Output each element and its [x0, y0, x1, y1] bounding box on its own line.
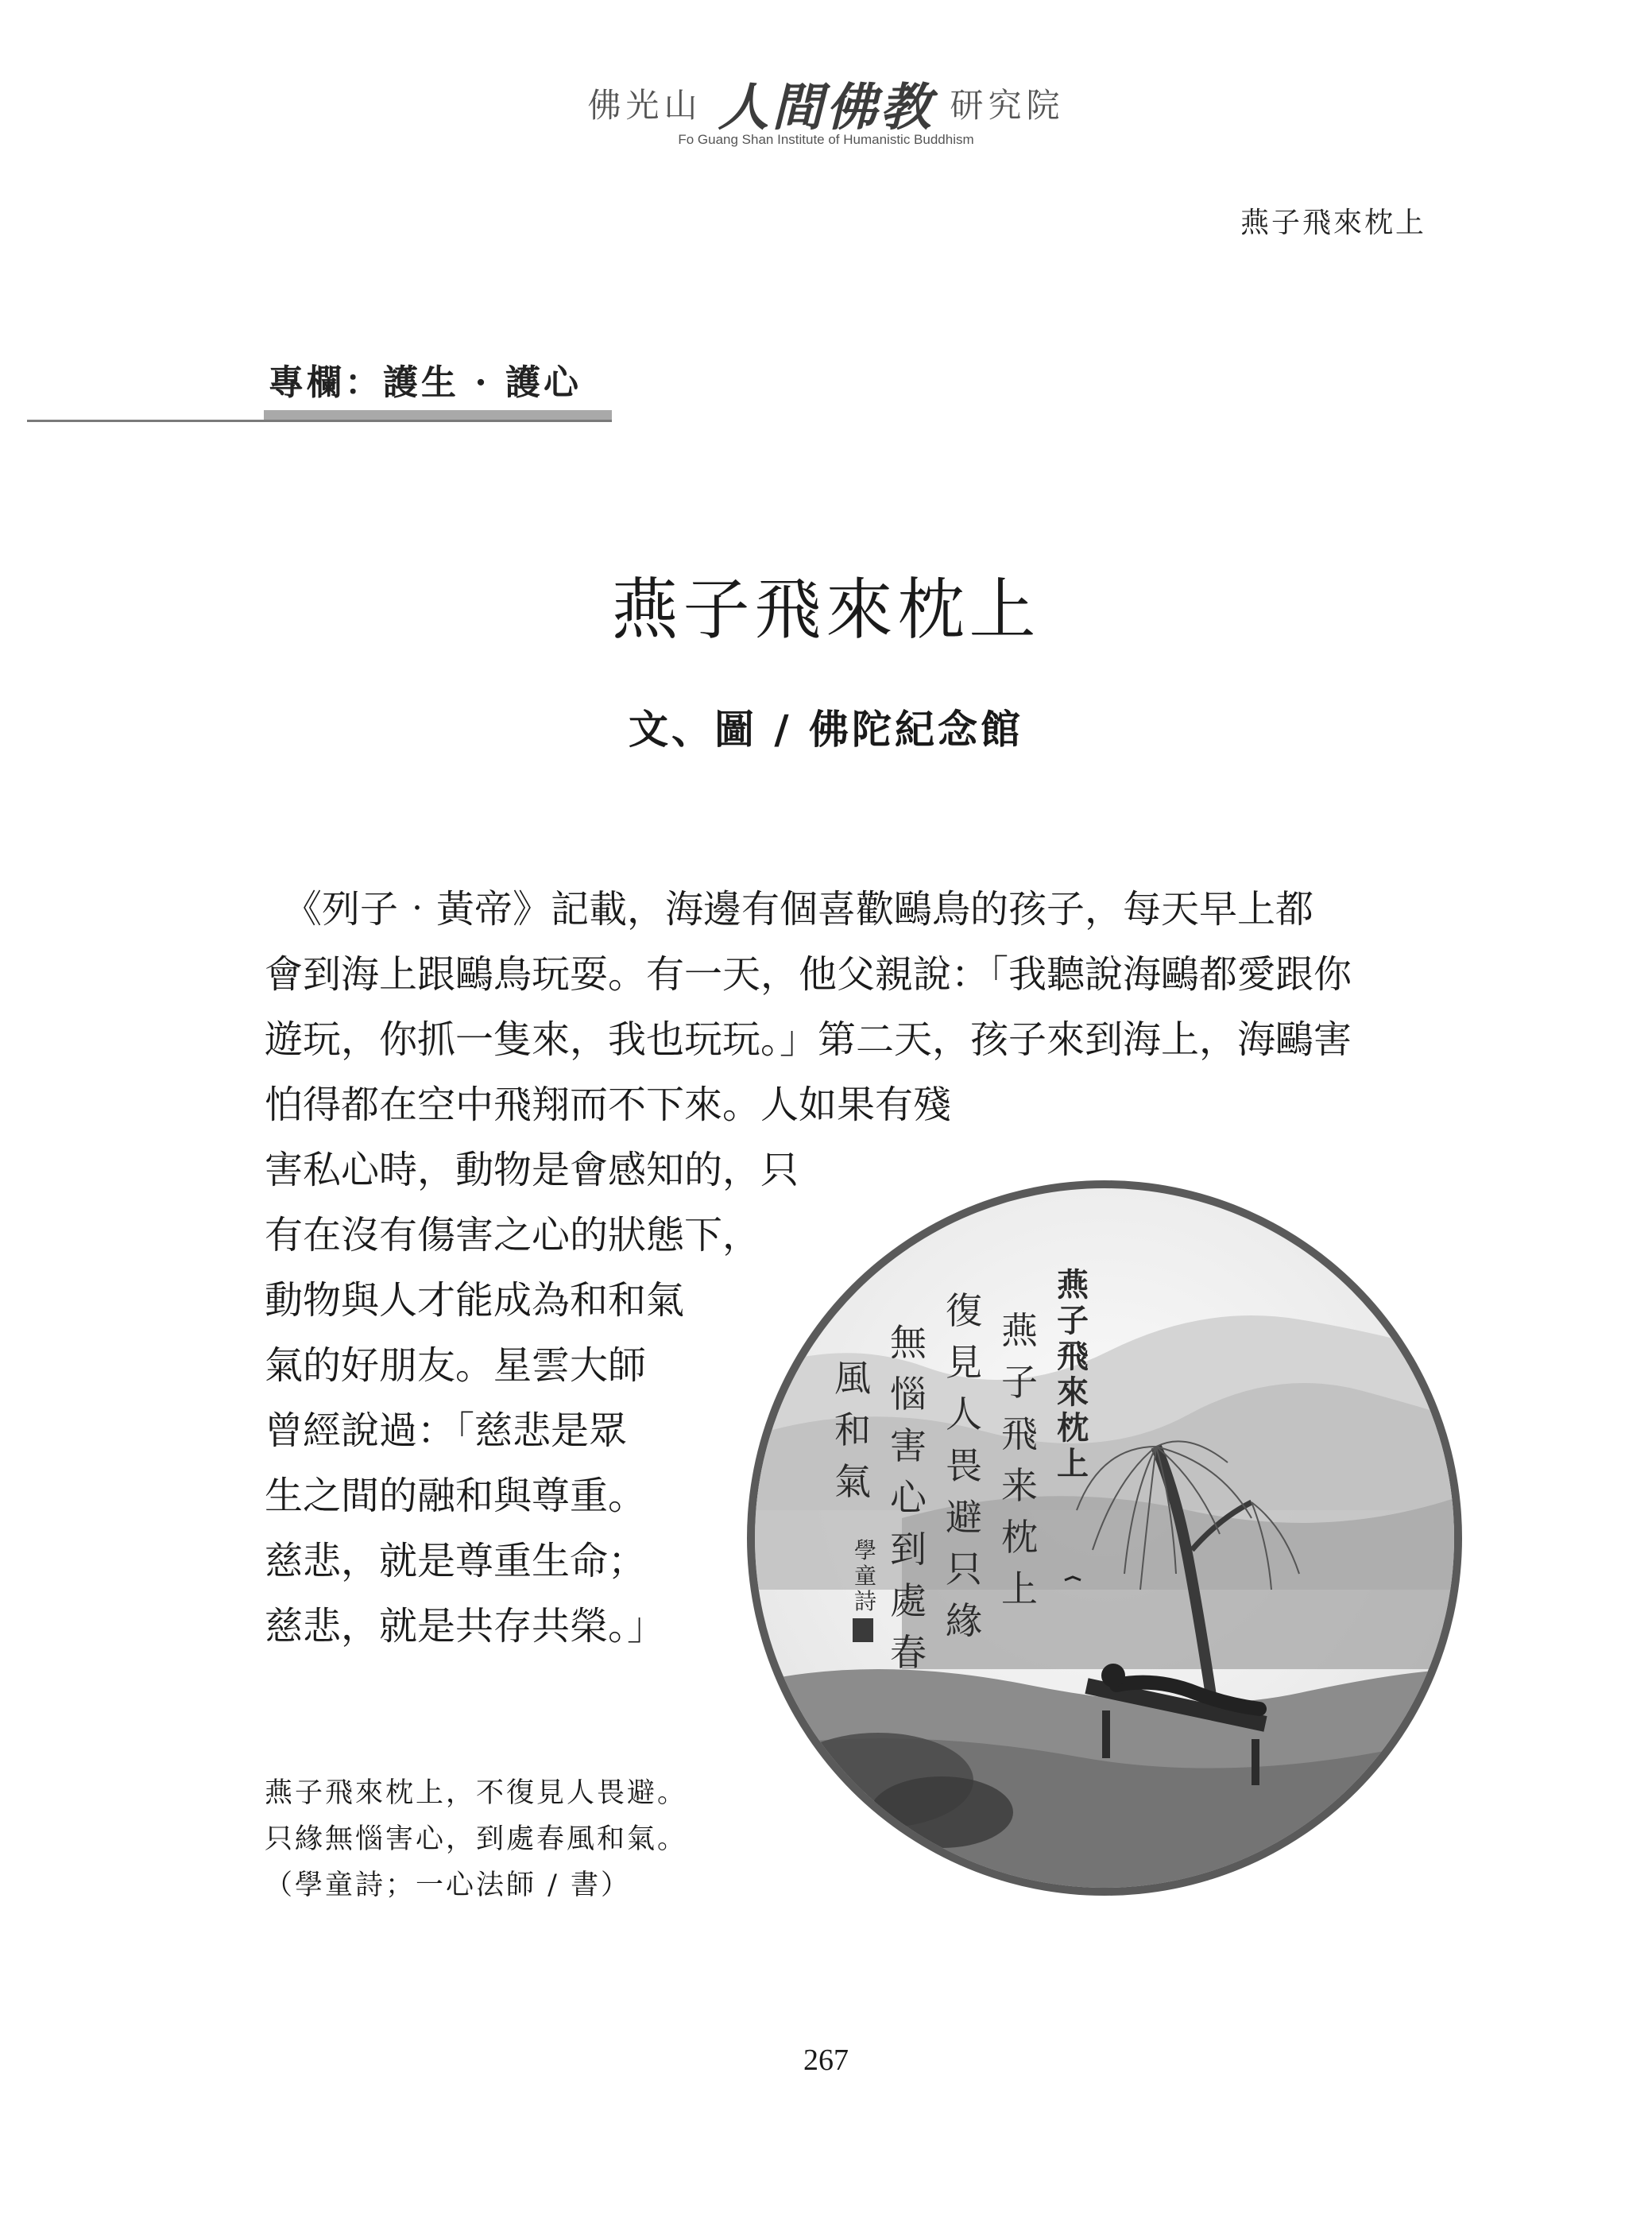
body-line: 會到海上跟鷗鳥玩耍。有一天，他父親說：「我聽說海鷗都愛跟你 — [265, 952, 1352, 997]
institute-logo: 人間佛教 — [718, 78, 934, 138]
ink-painting — [743, 1176, 1466, 1900]
poem-column-1: 燕子飛 来枕上 — [1001, 1309, 1038, 1610]
caption-line: 只緣無惱害心，到處春風和氣。 — [265, 1823, 688, 1855]
poem-column-4: 風和氣 — [834, 1357, 871, 1503]
body-line: 《列子‧黃帝》記載，海邊有個喜歡鷗鳥的孩子，每天早上都 — [265, 887, 1314, 932]
body-line: 有在沒有傷害之心的狀態下， — [265, 1213, 761, 1257]
body-line: 氣的好朋友。星雲大師 — [265, 1343, 647, 1388]
body-line: 怕得都在空中飛翔而不下來。人如果有殘 — [265, 1083, 952, 1127]
body-line: 生之間的融和與尊重。 — [265, 1474, 647, 1518]
body-line: 慈悲，就是共存共榮。」 — [265, 1604, 666, 1648]
caption-line: （學童詩；一心法師 / 書） — [265, 1869, 632, 1901]
institute-prefix: 佛光山 — [587, 86, 702, 125]
body-line: 害私心時，動物是會感知的，只 — [265, 1148, 799, 1192]
body-line: 動物與人才能成為和和氣 — [265, 1278, 685, 1323]
body-line: 曾經說過：「慈悲是眾 — [265, 1408, 628, 1453]
poem-column-3: 無惱害 心到處 春 — [890, 1321, 927, 1674]
poem-column-2: 復見人 畏避只 緣 — [946, 1289, 982, 1642]
page-number: 267 — [803, 2044, 849, 2077]
painting-signature: 學童詩 — [854, 1537, 877, 1614]
article-title: 燕子飛來枕上 — [611, 571, 1041, 649]
institute-suffix: 研究院 — [950, 86, 1065, 125]
column-label: 專欄：護生 · 護心 — [269, 362, 582, 403]
institute-header — [0, 70, 1652, 137]
body-line: 遊玩，你抓一隻來，我也玩玩。」第二天，孩子來到海上，海鷗害 — [265, 1017, 1352, 1062]
body-line: 慈悲，就是尊重生命； — [265, 1539, 647, 1583]
seal-stamp — [853, 1618, 873, 1642]
article-byline: 文、圖 / 佛陀紀念館 — [628, 706, 1024, 753]
painting-title: 燕子飛 來枕上 — [1057, 1266, 1089, 1482]
running-title: 燕子飛來枕上 — [1240, 207, 1426, 239]
column-rule — [27, 420, 612, 422]
institute-english-name: Fo Guang Shan Institute of Humanistic Buddhism — [678, 132, 974, 147]
caption-line: 燕子飛來枕上，不復見人畏避。 — [265, 1777, 688, 1809]
shrub — [870, 1776, 1013, 1848]
